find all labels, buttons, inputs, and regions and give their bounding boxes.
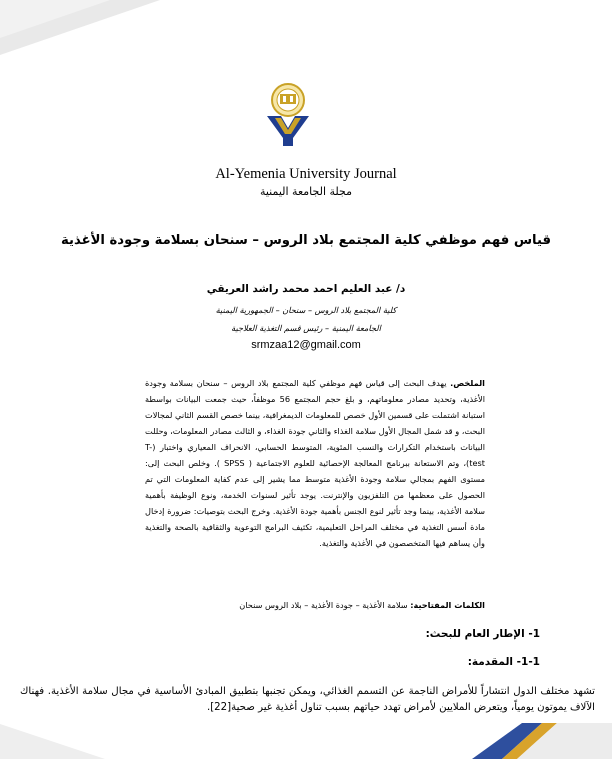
keywords-text: سلامة الأغذية – جودة الأغذية – بلاد الروس سنحان: [239, 600, 411, 610]
journal-title-arabic: مجلة الجامعة اليمنية: [259, 185, 353, 198]
abstract-text: يهدف البحث إلى قياس فهم موظفي كلية المجتمع بلاد الروس – سنحان بسلامة وجودة الأغذية، وتحديد مصادر معلوماتهم، و بلغ حجم المجتمع 56 موظفاً، حيث جمعت البيانات بواسطة استبانة اشتملت على قسمين الأول خصص للمعلومات الديمغرافية، بينما خصص القسم الثاني لمجالات البحث، و قد شمل المجال الأول سلامة الغذاء والثاني جودة الغذاء، و الثالث مصادر المعلومات، وحللت البيانات باستخدام التكرارات والنسب المئوية، المتوسط الحسابي، الانحراف المعياري واختبار (T-test)، وتم الاستعانة ببرنامج المعالجة الإحصائية للعلوم الاجتماعية ( SPSS ). وخلص البحث إلى: مستوى الفهم بمجالي سلامة وجودة الأغذية متوسط مما يشير إلى عدم كفاية المعلومات التي تم الحصول على معظمها من التلفزيون والإنترنت. يوجد تأثير لسنوات الخدمة، ونوع الوظيفة بأهمية سلامة الأغذية، بينما وجد تأثير لنوع الجنس بأهمية جودة الأغذية. وخرج البحث بتوصيات: ضرورة إدخال مادة أسس التغذية في مختلف المراحل التعليمية، تكثيف البرامج التوعوية والثقافية بالصحة والتغذية وأن يساهم فيها المتخصصون في الأغذية والتغذية.: [145, 378, 485, 548]
abstract-label: الملخص.: [450, 378, 485, 388]
author-affiliation-1: كلية المجتمع بلاد الروس – سنحان – الجمهورية اليمنية: [215, 305, 397, 315]
corner-decoration-bottom-right: [432, 709, 612, 759]
corner-decoration-bottom-left: [0, 719, 105, 759]
university-logo: [263, 80, 313, 150]
author-name: د/ عبد العليم احمد محمد راشد العريقي: [206, 283, 406, 295]
journal-title-english: Al-Yemenia University Journal: [215, 166, 397, 182]
author-email[interactable]: srmzaa12@gmail.com: [251, 339, 361, 351]
corner-decoration-top-left: [0, 0, 160, 55]
abstract: [145, 375, 485, 551]
keywords: [145, 600, 485, 610]
author-affiliation-2: الجامعة اليمنية – رئيس قسم التغذية العلاجية: [231, 323, 381, 333]
article-title: قياس فهم موظفي كلية المجتمع بلاد الروس – سنحان بسلامة وجودة الأغذية: [61, 233, 551, 248]
section-heading-introduction: 1-1- المقدمة:: [467, 656, 540, 668]
section-heading-general-framework: 1- الإطار العام للبحث:: [425, 628, 540, 640]
introduction-paragraph: تشهد مختلف الدول انتشاراً للأمراض الناجمة عن التسمم الغذائي، ويمكن تجنبها بتطبيق المبادئ الأساسية في مجال سلامة الأغذية. فهناك الآلاف يموتون يومياً، ويتعرض الملايين لأمراض تهدد حياتهم بسبب تناول أغذية غير صحية[22].: [20, 686, 595, 713]
keywords-label: الكلمات المفتاحية:: [410, 600, 485, 610]
